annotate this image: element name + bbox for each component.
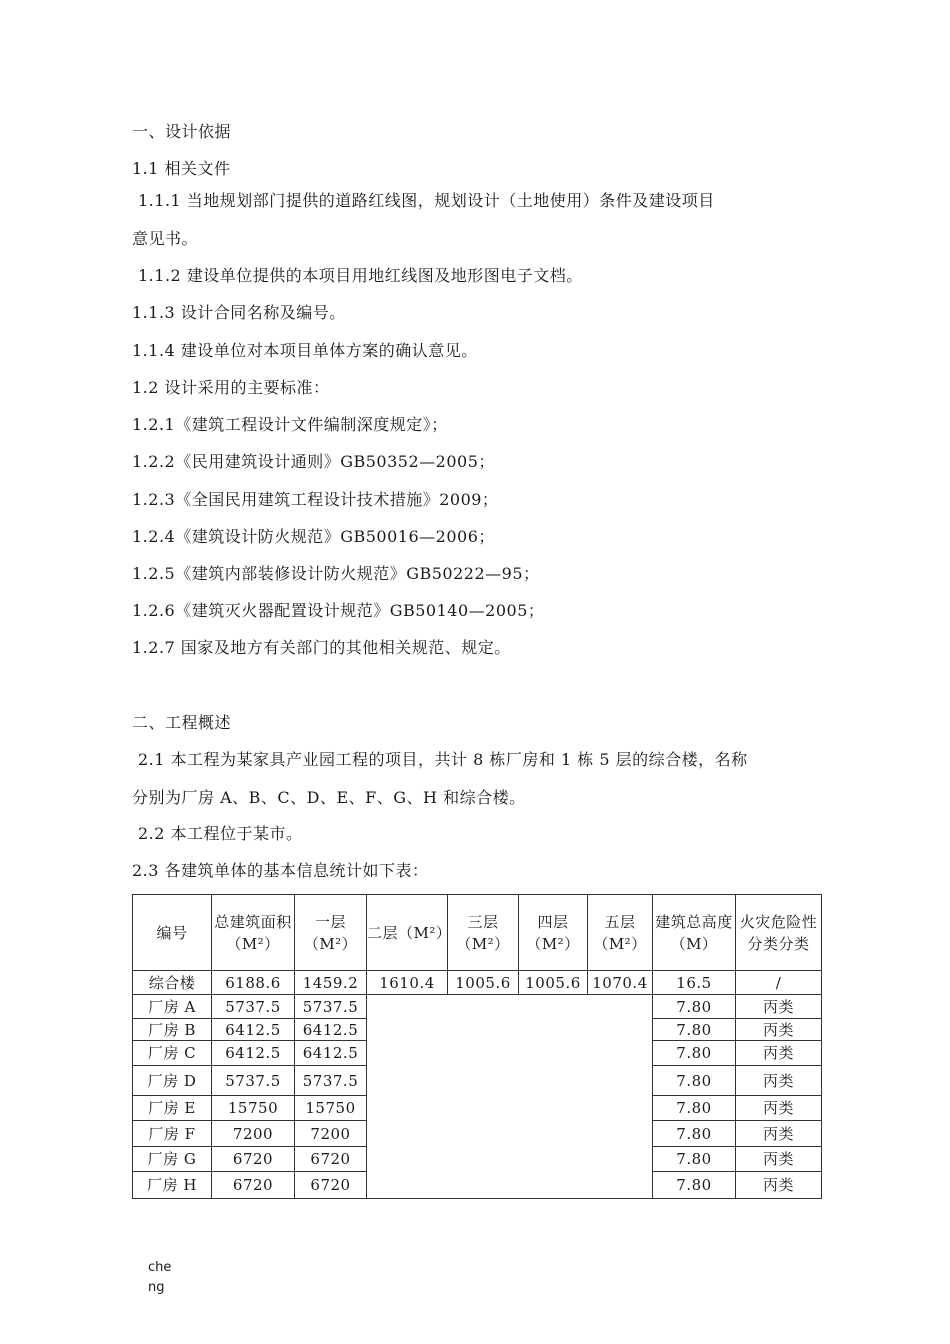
cell-height: 7.80	[653, 1066, 736, 1096]
empty-merged-cell	[367, 995, 653, 1199]
header-floor-4: 四层（M²）	[519, 895, 588, 971]
cell-floor-1: 7200	[295, 1121, 367, 1147]
cell-height: 7.80	[653, 1041, 736, 1066]
cell-total-area: 7200	[212, 1121, 295, 1147]
cell-total-area: 15750	[212, 1096, 295, 1121]
cell-floor-2: 1610.4	[367, 971, 448, 995]
section-1-2-title: 1.2 设计采用的主要标准：	[132, 378, 330, 397]
item-2-1-line1: 2.1 本工程为某家具产业园工程的项目，共计 8 栋厂房和 1 栋 5 层的综合楼，名称	[138, 750, 748, 769]
cell-total-area: 6720	[212, 1147, 295, 1172]
cell-floor-1: 1459.2	[295, 971, 367, 995]
cell-id: 厂房 D	[133, 1066, 212, 1096]
cell-fire-class: 丙类	[736, 1041, 822, 1066]
header-floor-5: 五层（M²）	[588, 895, 653, 971]
cell-id: 厂房 B	[133, 1019, 212, 1041]
cell-total-area: 6720	[212, 1172, 295, 1199]
table-header-row	[133, 895, 822, 971]
cell-floor-1: 6412.5	[295, 1041, 367, 1066]
cell-height: 7.80	[653, 1172, 736, 1199]
cell-floor-5: 1070.4	[588, 971, 653, 995]
cell-fire-class: 丙类	[736, 1147, 822, 1172]
section-2-heading: 二、工程概述	[132, 713, 232, 732]
cell-id: 厂房 A	[133, 995, 212, 1019]
cell-id: 厂房 G	[133, 1147, 212, 1172]
header-id: 编号	[133, 895, 212, 971]
cell-floor-1: 6412.5	[295, 1019, 367, 1041]
item-1-2-7: 1.2.7 国家及地方有关部门的其他相关规范、规定。	[132, 638, 511, 657]
item-1-2-4: 1.2.4《建筑设计防火规范》GB50016—2006；	[132, 527, 495, 546]
table-row	[133, 971, 822, 995]
header-floor-1: 一层（M²）	[295, 895, 367, 971]
cell-fire-class: 丙类	[736, 1121, 822, 1147]
cell-fire-class: 丙类	[736, 1096, 822, 1121]
item-1-1-1-line2: 意见书。	[132, 229, 199, 248]
item-1-2-5: 1.2.5《建筑内部装修设计防火规范》GB50222—95；	[132, 564, 540, 583]
footer-text: cheng	[148, 1260, 172, 1295]
building-info-table	[132, 894, 822, 1199]
cell-total-area: 6412.5	[212, 1019, 295, 1041]
item-1-2-6: 1.2.6《建筑灭火器配置设计规范》GB50140—2005；	[132, 601, 545, 620]
header-total-area: 总建筑面积（M²）	[212, 895, 295, 971]
cell-fire-class: 丙类	[736, 1172, 822, 1199]
item-1-2-1: 1.2.1《建筑工程设计文件编制深度规定》；	[132, 415, 448, 434]
cell-floor-1: 6720	[295, 1172, 367, 1199]
cell-fire-class: 丙类	[736, 1066, 822, 1096]
header-fire-class: 火灾危险性分类分类	[736, 895, 822, 971]
cell-height: 7.80	[653, 1096, 736, 1121]
item-1-1-1-line1: 1.1.1 当地规划部门提供的道路红线图，规划设计（土地使用）条件及建设项目	[138, 191, 715, 210]
cell-fire-class: 丙类	[736, 1019, 822, 1041]
cell-fire-class: /	[736, 971, 822, 995]
cell-floor-4: 1005.6	[519, 971, 588, 995]
item-1-1-3: 1.1.3 设计合同名称及编号。	[132, 303, 346, 322]
cell-height: 7.80	[653, 995, 736, 1019]
cell-fire-class: 丙类	[736, 995, 822, 1019]
cell-id: 厂房 E	[133, 1096, 212, 1121]
cell-total-area: 6412.5	[212, 1041, 295, 1066]
cell-total-area: 5737.5	[212, 1066, 295, 1096]
item-1-1-2: 1.1.2 建设单位提供的本项目用地红线图及地形图电子文档。	[138, 266, 583, 285]
cell-floor-1: 5737.5	[295, 995, 367, 1019]
cell-id: 厂房 H	[133, 1172, 212, 1199]
header-floor-3: 三层（M²）	[448, 895, 519, 971]
cell-id: 厂房 F	[133, 1121, 212, 1147]
header-floor-2: 二层（M²）	[367, 895, 448, 971]
item-1-2-3: 1.2.3《全国民用建筑工程设计技术措施》2009；	[132, 490, 499, 509]
cell-height: 7.80	[653, 1019, 736, 1041]
cell-height: 7.80	[653, 1147, 736, 1172]
item-1-2-2: 1.2.2《民用建筑设计通则》GB50352—2005；	[132, 452, 495, 471]
cell-id: 综合楼	[133, 971, 212, 995]
cell-height: 7.80	[653, 1121, 736, 1147]
header-height: 建筑总高度（M）	[653, 895, 736, 971]
cell-floor-1: 6720	[295, 1147, 367, 1172]
table-row	[133, 995, 822, 1019]
item-2-3: 2.3 各建筑单体的基本信息统计如下表：	[132, 861, 429, 880]
section-1-1-title: 1.1 相关文件	[132, 159, 231, 178]
cell-height: 16.5	[653, 971, 736, 995]
cell-floor-1: 5737.5	[295, 1066, 367, 1096]
section-1-heading: 一、设计依据	[132, 122, 232, 141]
cell-total-area: 5737.5	[212, 995, 295, 1019]
cell-total-area: 6188.6	[212, 971, 295, 995]
cell-floor-1: 15750	[295, 1096, 367, 1121]
item-2-1-line2: 分别为厂房 A、B、C、D、E、F、G、H 和综合楼。	[132, 788, 526, 807]
cell-id: 厂房 C	[133, 1041, 212, 1066]
cell-floor-3: 1005.6	[448, 971, 519, 995]
item-1-1-4: 1.1.4 建设单位对本项目单体方案的确认意见。	[132, 341, 478, 360]
item-2-2: 2.2 本工程位于某市。	[138, 824, 303, 843]
